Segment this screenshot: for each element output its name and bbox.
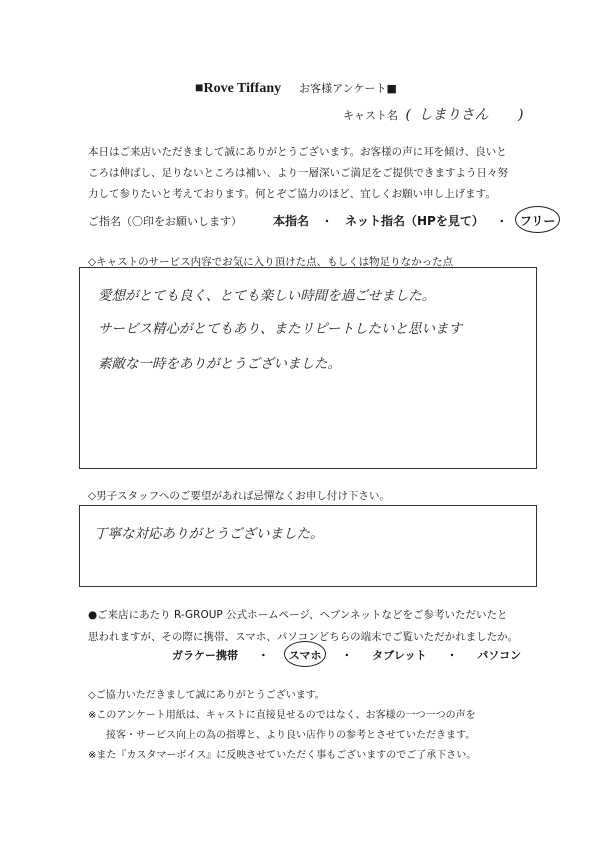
intro-line: 本日はご来店いただきまして誠にありがとうございます。お客様の声に耳を傾け、良いと: [88, 146, 507, 158]
device-options-row: [172, 647, 521, 663]
cast-name-label: キャスト名: [343, 109, 398, 122]
question3-line: ●ご来店にあたり R-GROUP 公式ホームページ、ヘブンネットなどをご参考いただいたと: [88, 609, 508, 621]
question3-line: 思われますが、その際に携帯、スマホ、パソコンどちらの端末でご覧いただかれましたか。: [88, 631, 519, 643]
device-separator: ・: [446, 649, 458, 662]
intro-line: ころは伸ばし、足りないところは補い、より一層深いご満足をご提供できますよう日々努: [88, 167, 508, 179]
answer-line: 愛想がとても良く、とても楽しい時間を過ごせました。: [98, 288, 436, 304]
nomination-option-regular[interactable]: 本指名: [273, 214, 310, 228]
nomination-option-net[interactable]: ネット指名（HPを見て）: [345, 214, 484, 228]
question2-answer-box[interactable]: [79, 505, 537, 587]
footer-line: ※このアンケート用紙は、キャストに直接見せるのではなく、お客様の一つ一つの声を: [88, 710, 476, 721]
device-option-feature-phone[interactable]: ガラケー携帯: [172, 649, 238, 662]
device-option-smartphone-circled[interactable]: スマホ: [288, 649, 322, 662]
nomination-separator: ・: [321, 215, 333, 228]
device-option-tablet[interactable]: タブレット: [372, 649, 427, 662]
brand-name: ■Rove Tiffany: [195, 81, 282, 96]
question2-label: ◇男子スタッフへのご要望があれば忌憚なくお申し付け下さい。: [88, 490, 390, 502]
footer-notes: [88, 686, 476, 766]
nomination-separator: ・: [496, 215, 508, 228]
answer-line: サービス精心がとてもあり、またリピートしたいと思います: [98, 321, 462, 337]
cast-name-value: しまりさん: [418, 107, 489, 123]
nomination-label: ご指名（〇印をお願いします）: [88, 215, 242, 228]
footer-line: ◇ご協力いただきまして誠にありがとうございます。: [88, 690, 325, 701]
question1-label: ◇キャストのサービス内容でお気に入り頂けた点、もしくは物足りなかった点: [88, 256, 454, 268]
question1-answer-box[interactable]: [79, 267, 537, 469]
footer-line: 接客・サービス向上の為の指導と、より良い店作りの参考とさせていただきます。: [106, 730, 476, 741]
device-separator: ・: [341, 649, 353, 662]
device-separator: ・: [257, 649, 269, 662]
cast-open-paren: (: [405, 107, 411, 123]
survey-subtitle: お客様アンケート■: [299, 82, 397, 95]
survey-title: [195, 80, 397, 97]
answer-line: 丁寧な対応ありがとうございました。: [94, 526, 324, 542]
intro-paragraph: [88, 142, 528, 205]
cast-close-paren: ): [517, 107, 524, 123]
answer-line: 素敵な一時をありがとうございました。: [98, 356, 341, 372]
device-option-pc[interactable]: パソコン: [477, 649, 522, 662]
footer-line: ※また『カスタマーボイス』に反映させていただく事もございますのでご了承下さい。: [88, 750, 477, 761]
cast-name-field: [343, 104, 523, 124]
nomination-row: [88, 212, 555, 229]
intro-line: 力して参りたいと考えております。何とぞご協力のほど、宜しくお願い申し上げます。: [88, 188, 496, 200]
nomination-option-free-circled[interactable]: フリー: [519, 214, 556, 228]
